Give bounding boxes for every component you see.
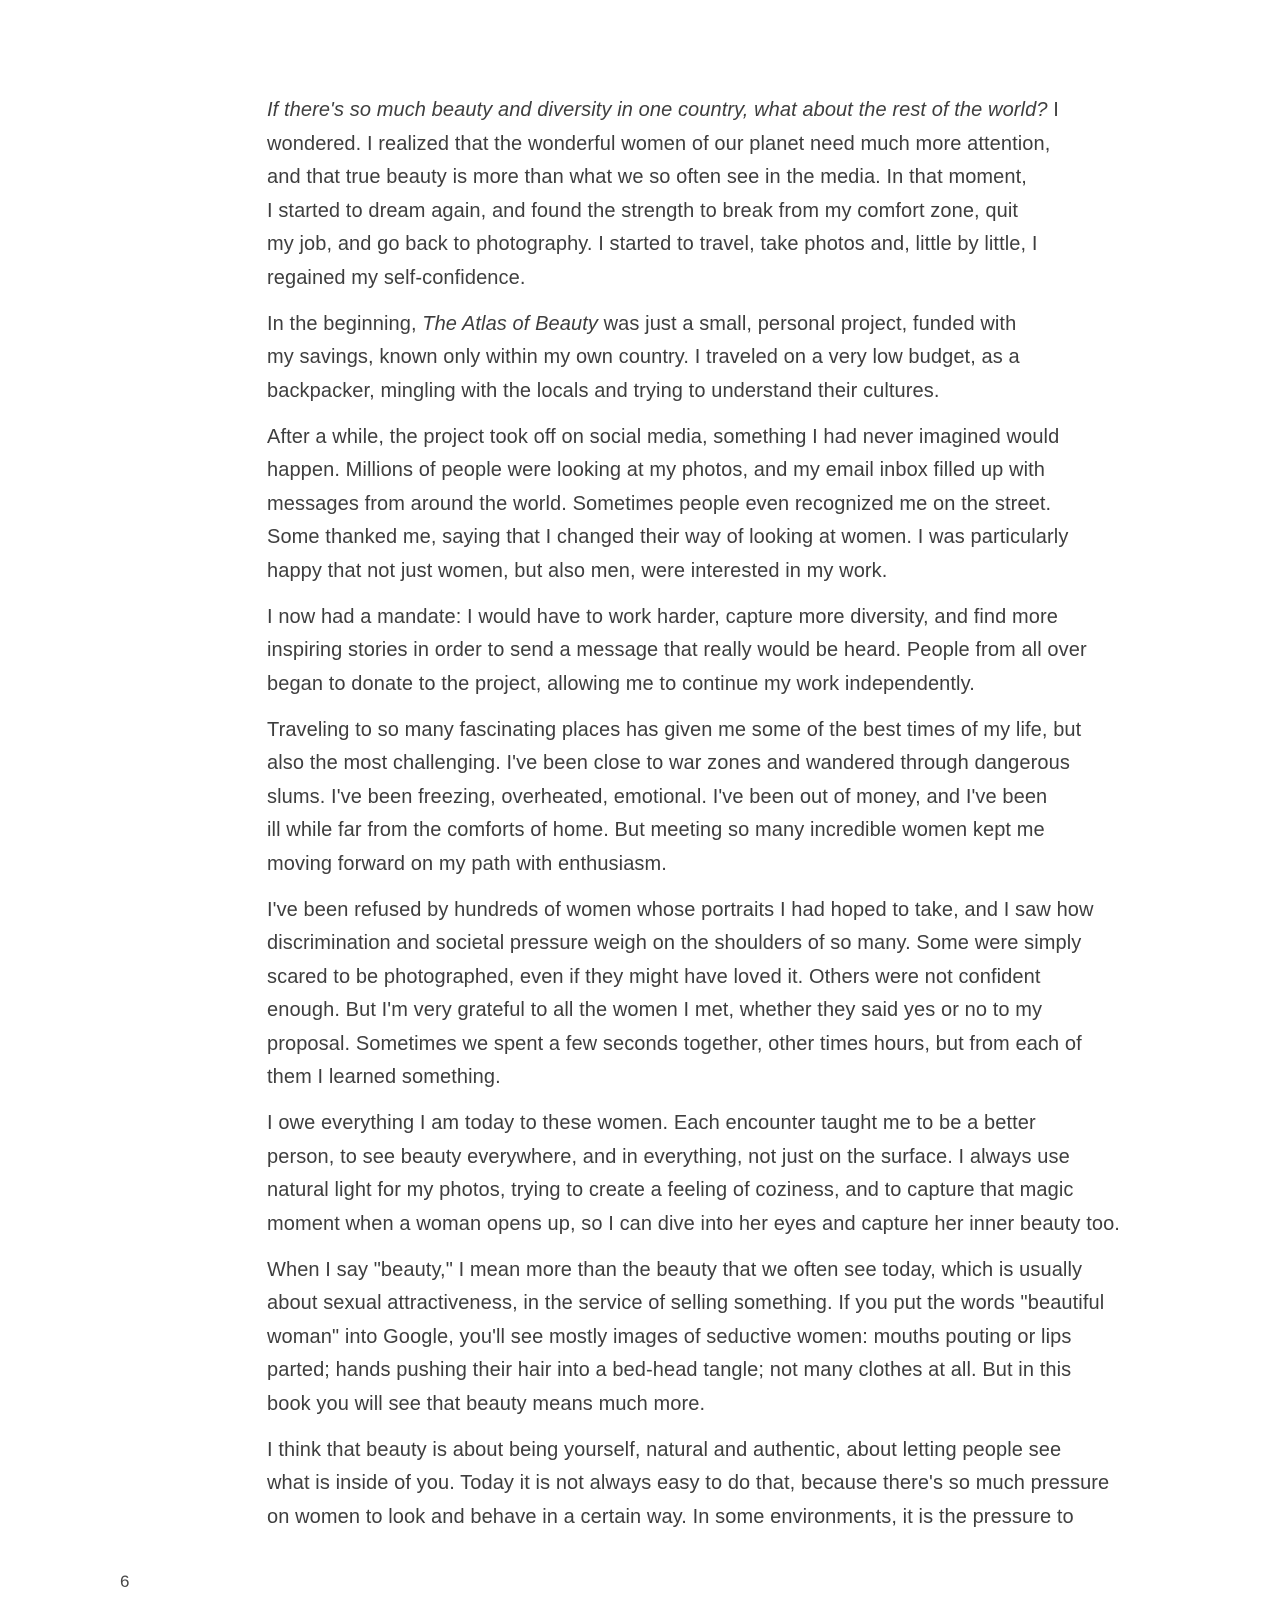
text-line <box>267 1141 1152 1175</box>
text-line <box>267 1321 1152 1355</box>
page-number: 6 <box>120 1572 130 1591</box>
text-line <box>267 1028 1152 1062</box>
text-line <box>267 1354 1152 1388</box>
text-segment: and that true beauty is more than what we so often see in the media. In that moment, <box>267 166 1027 188</box>
text-segment: Some thanked me, saying that I changed their way of looking at women. I was particularly <box>267 526 1069 548</box>
italic-text-segment: The Atlas of Beauty <box>422 312 598 335</box>
text-segment: I owe everything I am today to these women. Each encounter taught me to be a better <box>267 1112 1036 1134</box>
text-segment: backpacker, mingling with the locals and trying to understand their cultures. <box>267 379 940 402</box>
text-line <box>267 601 1152 635</box>
text-line <box>267 94 1152 128</box>
text-line <box>267 961 1152 995</box>
text-segment: what is inside of you. Today it is not always easy to do that, because there's so much pressure <box>267 1472 1110 1494</box>
text-segment: scared to be photographed, even if they might have loved it. Others were not confident <box>267 965 1041 988</box>
text-line <box>267 228 1152 262</box>
paragraph <box>267 308 1152 409</box>
text-line <box>267 1388 1152 1422</box>
paragraph <box>267 894 1152 1095</box>
text-segment: enough. But I'm very grateful to all the women I met, whether they said yes or no to my <box>267 999 1043 1021</box>
text-line <box>267 1467 1152 1501</box>
text-segment: proposal. Sometimes we spent a few seconds together, other times hours, but from each of <box>267 1032 1082 1055</box>
text-line <box>267 894 1152 928</box>
text-segment: natural light for my photos, trying to create a feeling of coziness, and to capture that magic <box>267 1179 1074 1201</box>
text-segment: about sexual attractiveness, in the service of selling something. If you put the words "beautiful <box>267 1292 1105 1314</box>
text-line <box>267 555 1152 589</box>
text-line <box>267 1501 1152 1535</box>
text-segment: messages from around the world. Sometimes people even recognized me on the street. <box>267 492 1052 515</box>
text-line <box>267 848 1152 882</box>
text-line <box>267 814 1152 848</box>
text-line <box>267 1061 1152 1095</box>
text-segment: In the beginning, <box>267 312 423 335</box>
text-line <box>267 341 1152 375</box>
text-line <box>267 1107 1152 1141</box>
paragraph <box>267 601 1152 702</box>
text-segment: Traveling to so many fascinating places has given me some of the best times of my life, but <box>267 718 1082 741</box>
text-segment: After a while, the project took off on social media, something I had never imagined would <box>267 425 1060 448</box>
text-segment: I've been refused by hundreds of women whose portraits I had hoped to take, and I saw how <box>267 898 1094 921</box>
text-line <box>267 454 1152 488</box>
text-line <box>267 994 1152 1028</box>
text-segment: inspiring stories in order to send a message that really would be heard. People from all over <box>267 639 1087 661</box>
text-segment: was just a small, personal project, funded with <box>597 312 1017 335</box>
text-line <box>267 1434 1152 1468</box>
text-line <box>267 1208 1152 1242</box>
paragraph <box>267 714 1152 882</box>
text-line <box>267 421 1152 455</box>
text-segment: woman" into Google, you'll see mostly images of seductive women: mouths pouting or lips <box>267 1325 1072 1348</box>
text-segment: slums. I've been freezing, overheated, emotional. I've been out of money, and I've been <box>267 785 1048 808</box>
text-segment: When I say "beauty," I mean more than the beauty that we often see today, which is usually <box>267 1258 1083 1281</box>
text-segment: discrimination and societal pressure weigh on the shoulders of so many. Some were simply <box>267 932 1082 954</box>
text-segment: moment when a woman opens up, so I can dive into her eyes and capture her inner beauty too. <box>267 1212 1120 1235</box>
text-line <box>267 927 1152 961</box>
text-segment: person, to see beauty everywhere, and in everything, not just on the surface. I always use <box>267 1145 1070 1168</box>
italic-text-segment: If there's so much beauty and diversity in one country, what about the rest of the world? <box>267 99 1048 121</box>
paragraph <box>267 1254 1152 1422</box>
text-segment: happen. Millions of people were looking at my photos, and my email inbox filled up with <box>267 459 1046 481</box>
text-segment: my job, and go back to photography. I started to travel, take photos and, little by little, I <box>267 233 1038 255</box>
text-segment: began to donate to the project, allowing me to continue my work independently. <box>267 672 975 695</box>
text-line <box>267 668 1152 702</box>
text-segment: moving forward on my path with enthusiasm. <box>267 852 667 875</box>
text-segment: on women to look and behave in a certain way. In some environments, it is the pressure to <box>267 1505 1074 1528</box>
text-line <box>267 1254 1152 1288</box>
text-line <box>267 308 1152 342</box>
text-line <box>267 1174 1152 1208</box>
text-line <box>267 521 1152 555</box>
text-line <box>267 161 1152 195</box>
paragraph <box>267 421 1152 589</box>
text-line <box>267 195 1152 229</box>
text-line <box>267 781 1152 815</box>
text-line <box>267 1287 1152 1321</box>
text-line <box>267 488 1152 522</box>
text-segment: I now had a mandate: I would have to work harder, capture more diversity, and find more <box>267 605 1058 628</box>
text-segment: also the most challenging. I've been close to war zones and wandered through dangerous <box>267 752 1070 774</box>
text-segment: I <box>1047 99 1059 121</box>
text-segment: book you will see that beauty means much more. <box>267 1392 706 1415</box>
text-segment: wondered. I realized that the wonderful women of our planet need much more attention, <box>267 132 1051 155</box>
text-segment: them I learned something. <box>267 1066 501 1088</box>
paragraph <box>267 1107 1152 1241</box>
text-segment: I think that beauty is about being yourself, natural and authentic, about letting people see <box>267 1438 1062 1461</box>
paragraph <box>267 94 1152 295</box>
text-segment: happy that not just women, but also men, were interested in my work. <box>267 559 888 582</box>
text-segment: I started to dream again, and found the strength to break from my comfort zone, quit <box>267 199 1019 222</box>
page-text <box>267 94 1152 1547</box>
paragraph <box>267 1434 1152 1535</box>
text-line <box>267 714 1152 748</box>
text-segment: parted; hands pushing their hair into a bed-head tangle; not many clothes at all. But in this <box>267 1359 1072 1381</box>
text-line <box>267 747 1152 781</box>
text-line <box>267 634 1152 668</box>
text-segment: my savings, known only within my own country. I traveled on a very low budget, as a <box>267 346 1020 368</box>
text-line <box>267 262 1152 296</box>
text-line <box>267 375 1152 409</box>
text-segment: ill while far from the comforts of home. But meeting so many incredible women kept me <box>267 819 1045 841</box>
text-segment: regained my self-confidence. <box>267 266 526 289</box>
text-line <box>267 128 1152 162</box>
